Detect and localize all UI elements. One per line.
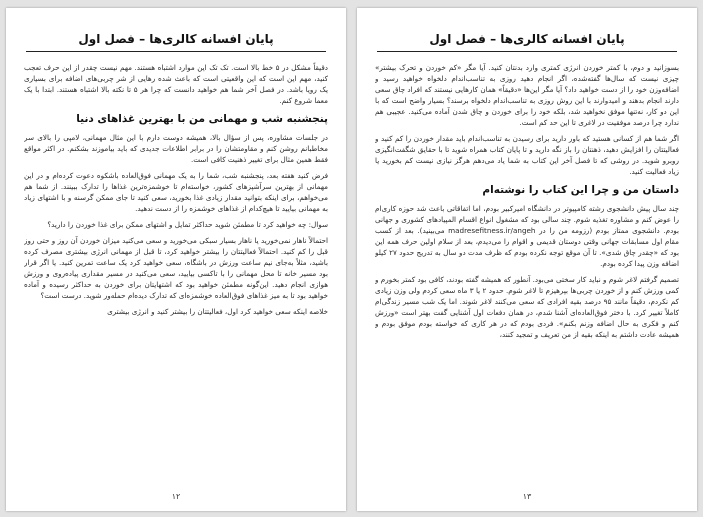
- title-divider: [26, 51, 326, 52]
- page-title: پایان افسانه کالری‌ها – فصل اول: [429, 32, 625, 46]
- paragraph: چند سال پیش دانشجوی رشته کامپیوتر در دانشگاه امیرکبیر بودم، اما اتفاقاتی باعث شد حوزه کاری‌ام را عوض کنم و مشاوره تغذیه شوم. چند سالی بود که مشغول انواع اقسام المپیادهای کشوری و جهانی بودم. دانشجوی ممتاز بودم (رزومه من را در madresefitness.ir/angeh می‌بینید). بعد از کسب مقام اول مسابقات جهانی وقتی دوستان قدیمی و اقوام را می‌دیدم، بعد از سلام اولین حرف همه این بود که «چقدر چاق شدی». تا آن موقع توجه نکرده بودم که ظرف مدت دو سال به تدریج حدود ۲۷ کیلو اضافه وزن پیدا کرده بودم.: [375, 204, 679, 268]
- page-content: [24, 62, 328, 483]
- paragraph: دقیقاً مشکل در ۵ خط بالا است. تک تک این موارد اشتباه هستند. مهم نیست چقدر از این حرف تعجب کنید، مهم این است که این واقعیتی است که باعث شده رهایی از شر چربی‌های اضافه برای بسیاری یک رویا باشد. در فصل آخر شما هم خواهید دانست که چرا هر ۵ تا نکته بالا اشتباه هستند. ابتدا با یک معما شروع کنم.: [24, 63, 328, 105]
- page-content: [375, 62, 679, 483]
- book-page-left: [6, 8, 346, 511]
- paragraph: تصمیم گرفتم لاغر شوم و نباید کار سختی می‌بود. آنطور که همیشه گفته بودند، کافی بود کمتر بخورم و کمی ورزش کنم و از خوردن چربی‌ها بپرهیزم تا لاغر شوم. حدود ۲ یا ۳ ماه سعی کردم ولی وزن زیادی کم نکردم، دقیقاً مانند ۹۵ درصد بقیه افرادی که سعی می‌کنند لاغر شوند. اما یک شب مسیر زندگی‌ام کاملاً تغییر کرد. با دختر فوق‌العاده‌ای آشنا شدم، در همان دفعات اول آشنایی گفت بهتر است «ورزش کنم و فکری به حال اضافه وزنم بکنم». فردی بودم که در هر کاری که خواسته بودم موفق بودم و همیشه عادت داشتم به اینکه بقیه از من تعریف و تمجید کنند،: [375, 275, 679, 339]
- page-number: ۱۳: [522, 492, 532, 501]
- paragraph: اگر شما هم از کسانی هستید که باور دارید برای رسیدن به تناسب‌اندام باید مقدار خوردن را کم کنید و فعالیتتان را افزایش دهید، ذهنتان را باز نگه دارید و تا پایان کتاب همراه شوید تا با حقایق شگفت‌انگیزی روبرو شوید. در روشی که تا فصل آخر این کتاب به شما یاد می‌دهم هرگز نیازی نیست کم بخورید یا زیاد فعالیت کنید.: [375, 134, 679, 176]
- paragraph: سوال: چه خواهید کرد تا مطمئن شوید حداکثر تمایل و اشتهای ممکن برای غذا خوردن را دارید؟: [47, 220, 328, 229]
- paragraph: در جلسات مشاوره، پس از سؤال بالا، همیشه دوست دارم با این مثال مهمانی، لامپی را بالای سر مخاطبانم روشن کنم و مقاومتشان را در برابر اطلاعات جدیدی که باید بیاموزند بشکنم. در اکثر مواقع فقط همین مثال برای تغییر ذهنیت کافی است.: [24, 133, 328, 164]
- paragraph: احتمالاً ناهار نمی‌خورید یا ناهار بسیار سبکی می‌خورید و سعی می‌کنید میزان خوردن آن روز و حتی روز قبل را کم کنید. احتمالاً فعالیتتان را بیشتر خواهید کرد، تا قبل از مهمانی انرژی بیشتری مصرف کرده باشید، مثلاً به‌جای نیم ساعت ورزش در باشگاه، سعی خواهید کرد یک ساعت تمرین کنید. یا اگر قرار بود مسیر خانه تا محل مهمانی را با تاکسی بیایید، سعی می‌کنید در مسیر مقداری پیاده‌روی و ورزش هوازی انجام دهید. این‌گونه مطمئن خواهید بود که اشتهایتان برای خوردن به حداکثر رسیده و آماده خواهید بود تا به میز غذاهای فوق‌العاده خوشمزه‌ای که تدارک دیده‌ام حمله‌ور شوید. درست است؟: [24, 236, 328, 300]
- paragraph: فرض کنید هفته بعد، پنجشنبه شب، شما را به یک مهمانی فوق‌العاده باشکوه دعوت کرده‌ام و در این مهمانی از بهترین سرآشپزهای کشور، خواسته‌ام تا خوشمزه‌ترین غذاها را تدارک ببینند. از شما هم می‌خواهم، برای اینکه بتوانید مقدار زیادی غذا بخورید، سعی کنید تا جای ممکن گرسنه و با اشتهای زیاد به مهمانی بیایید تا هیچ‌کدام از غذاهای خوشمزه را از دست ندهید.: [24, 171, 328, 213]
- paragraph: بسوزانید و دوم، با کمتر خوردن انرژی کمتری وارد بدنتان کنید. آیا مگر «کم خوردن و تحرک بیشتر» چیزی نیست که سال‌ها گفته‌شده، اگر انجام دهید روزی به تناسب‌اندام دلخواه خواهید رسید و اضافه‌وزن خود را از دست خواهید داد؟ آیا مگر این‌ها «دقیقاً» همان کارهایی نیستند که افراد چاق سعی دارند انجام بدهند و امیدوارند با این روش روزی به تناسب‌اندام دلخواه برسند؟ بسیار واضح است که با این دو کار، نه‌تنها موفق نخواهید شد، بلکه خود را برای خوردن و چاق شدن آماده می‌کنید. عجیبی هم ندارد چرا درصد موفقیت در لاغری تا این حد کم است.: [375, 63, 679, 127]
- page-title: پایان افسانه کالری‌ها – فصل اول: [78, 32, 274, 46]
- book-page-right: [357, 8, 697, 511]
- section-heading: داستان من و چرا این کتاب را نوشته‌ام: [482, 184, 679, 196]
- title-divider: [377, 51, 677, 52]
- section-heading: پنجشنبه شب و مهمانی من با بهترین غذاهای دنیا: [76, 113, 328, 125]
- page-number: ۱۲: [171, 492, 181, 501]
- paragraph: خلاصه اینکه سعی خواهید کرد اول، فعالیتتان را بیشتر کنید و انرژی بیشتری: [107, 307, 328, 316]
